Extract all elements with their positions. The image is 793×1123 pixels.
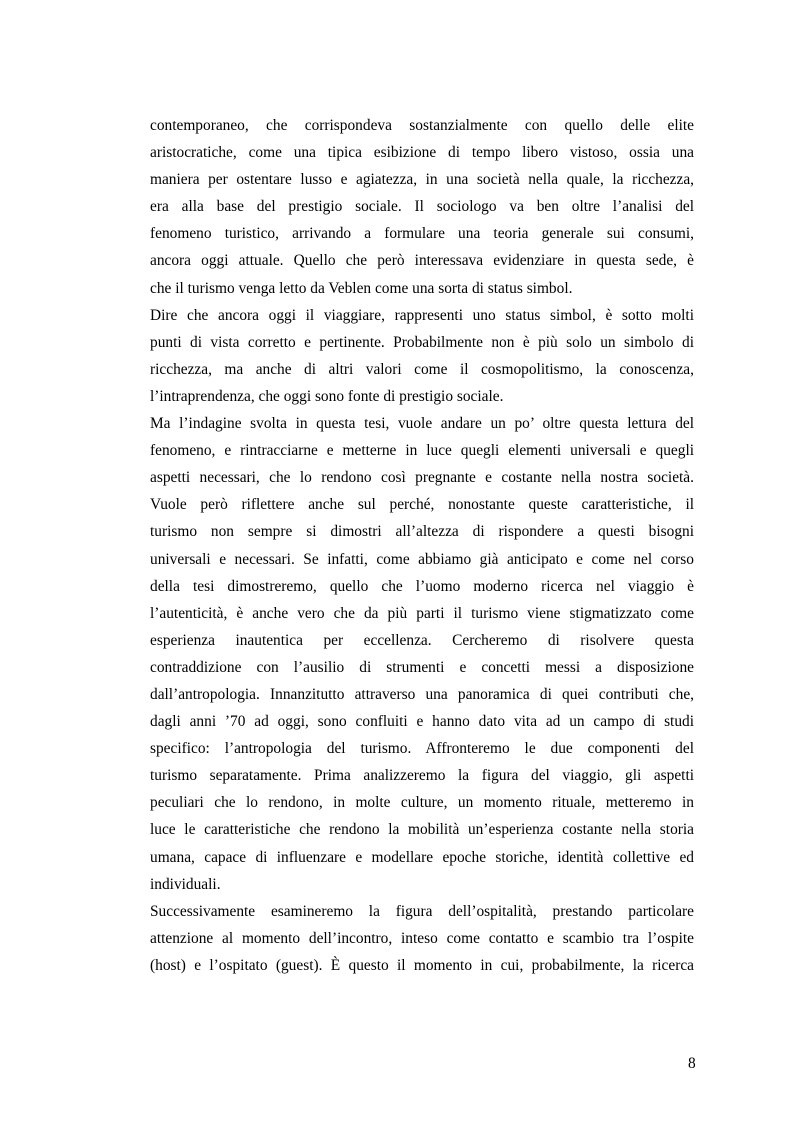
text-line: turismo non sempre si dimostri all’altezza di rispondere a questi bisogni — [150, 523, 694, 541]
text-line: individuali. — [150, 875, 221, 893]
text-line: luce le caratteristiche che rendono la mobilità un’esperienza costante nella storia — [150, 821, 694, 839]
text-line: punti di vista corretto e pertinente. Probabilmente non è più solo un simbolo di — [150, 333, 694, 351]
text-line: (host) e l’ospitato (guest). È questo il momento in cui, probabilmente, la ricerca — [150, 956, 694, 974]
text-line: l’autenticità, è anche vero che da più parti il turismo viene stigmatizzato come — [150, 604, 694, 622]
text-line: dall’antropologia. Innanzitutto attraverso una panoramica di quei contributi che, — [150, 685, 694, 703]
text-line: contraddizione con l’ausilio di strumenti e concetti messi a disposizione — [150, 658, 694, 676]
text-line: Vuole però riflettere anche sul perché, nonostante queste caratteristiche, il — [150, 496, 694, 514]
text-line: era alla base del prestigio sociale. Il sociologo va ben oltre l’analisi del — [150, 198, 694, 216]
text-line: aspetti necessari, che lo rendono così pregnante e costante nella nostra società. — [150, 469, 694, 487]
paragraph — [150, 112, 694, 302]
paragraph — [150, 410, 694, 898]
text-line: umana, capace di influenzare e modellare epoche storiche, identità collettive ed — [150, 848, 694, 866]
text-line: universali e necessari. Se infatti, come abbiamo già anticipato e come nel corso — [150, 550, 694, 568]
text-line: esperienza inautentica per eccellenza. Cercheremo di risolvere questa — [150, 631, 694, 649]
text-line: specifico: l’antropologia del turismo. Affronteremo le due componenti del — [150, 740, 694, 758]
page-number: 8 — [688, 1055, 696, 1072]
text-line: turismo separatamente. Prima analizzeremo la figura del viaggio, gli aspetti — [150, 767, 694, 785]
text-line: contemporaneo, che corrispondeva sostanzialmente con quello delle elite — [150, 117, 694, 134]
text-line: l’intraprendenza, che oggi sono fonte di prestigio sociale. — [150, 387, 504, 405]
paragraph — [150, 302, 694, 410]
text-line: attenzione al momento dell’incontro, inteso come contatto e scambio tra l’ospite — [150, 929, 694, 947]
text-line: aristocratiche, come una tipica esibizione di tempo libero vistoso, ossia una — [150, 144, 694, 162]
text-line: peculiari che lo rendono, in molte culture, un momento rituale, metteremo in — [150, 794, 694, 812]
paragraph — [150, 898, 694, 979]
text-line: che il turismo venga letto da Veblen come una sorta di status simbol. — [150, 279, 573, 297]
text-line: della tesi dimostreremo, quello che l’uomo moderno ricerca nel viaggio è — [150, 577, 694, 595]
text-line: Dire che ancora oggi il viaggiare, rappresenti uno status simbol, è sotto molti — [150, 306, 694, 324]
body-text — [150, 112, 694, 979]
text-line: dagli anni ’70 ad oggi, sono confluiti e hanno dato vita ad un campo di studi — [150, 713, 694, 731]
text-line: ancora oggi attuale. Quello che però interessava evidenziare in questa sede, è — [150, 252, 694, 270]
text-line: Successivamente esamineremo la figura dell’ospitalità, prestando particolare — [150, 902, 694, 920]
text-line: maniera per ostentare lusso e agiatezza, in una società nella quale, la ricchezza, — [150, 171, 694, 189]
text-line: fenomeno turistico, arrivando a formulare una teoria generale sui consumi, — [150, 225, 694, 243]
text-line: Ma l’indagine svolta in questa tesi, vuole andare un po’ oltre questa lettura del — [150, 415, 694, 433]
text-line: fenomeno, e rintracciarne e metterne in luce quegli elementi universali e quegli — [150, 442, 694, 460]
text-line: ricchezza, ma anche di altri valori come il cosmopolitismo, la conoscenza, — [150, 360, 694, 378]
